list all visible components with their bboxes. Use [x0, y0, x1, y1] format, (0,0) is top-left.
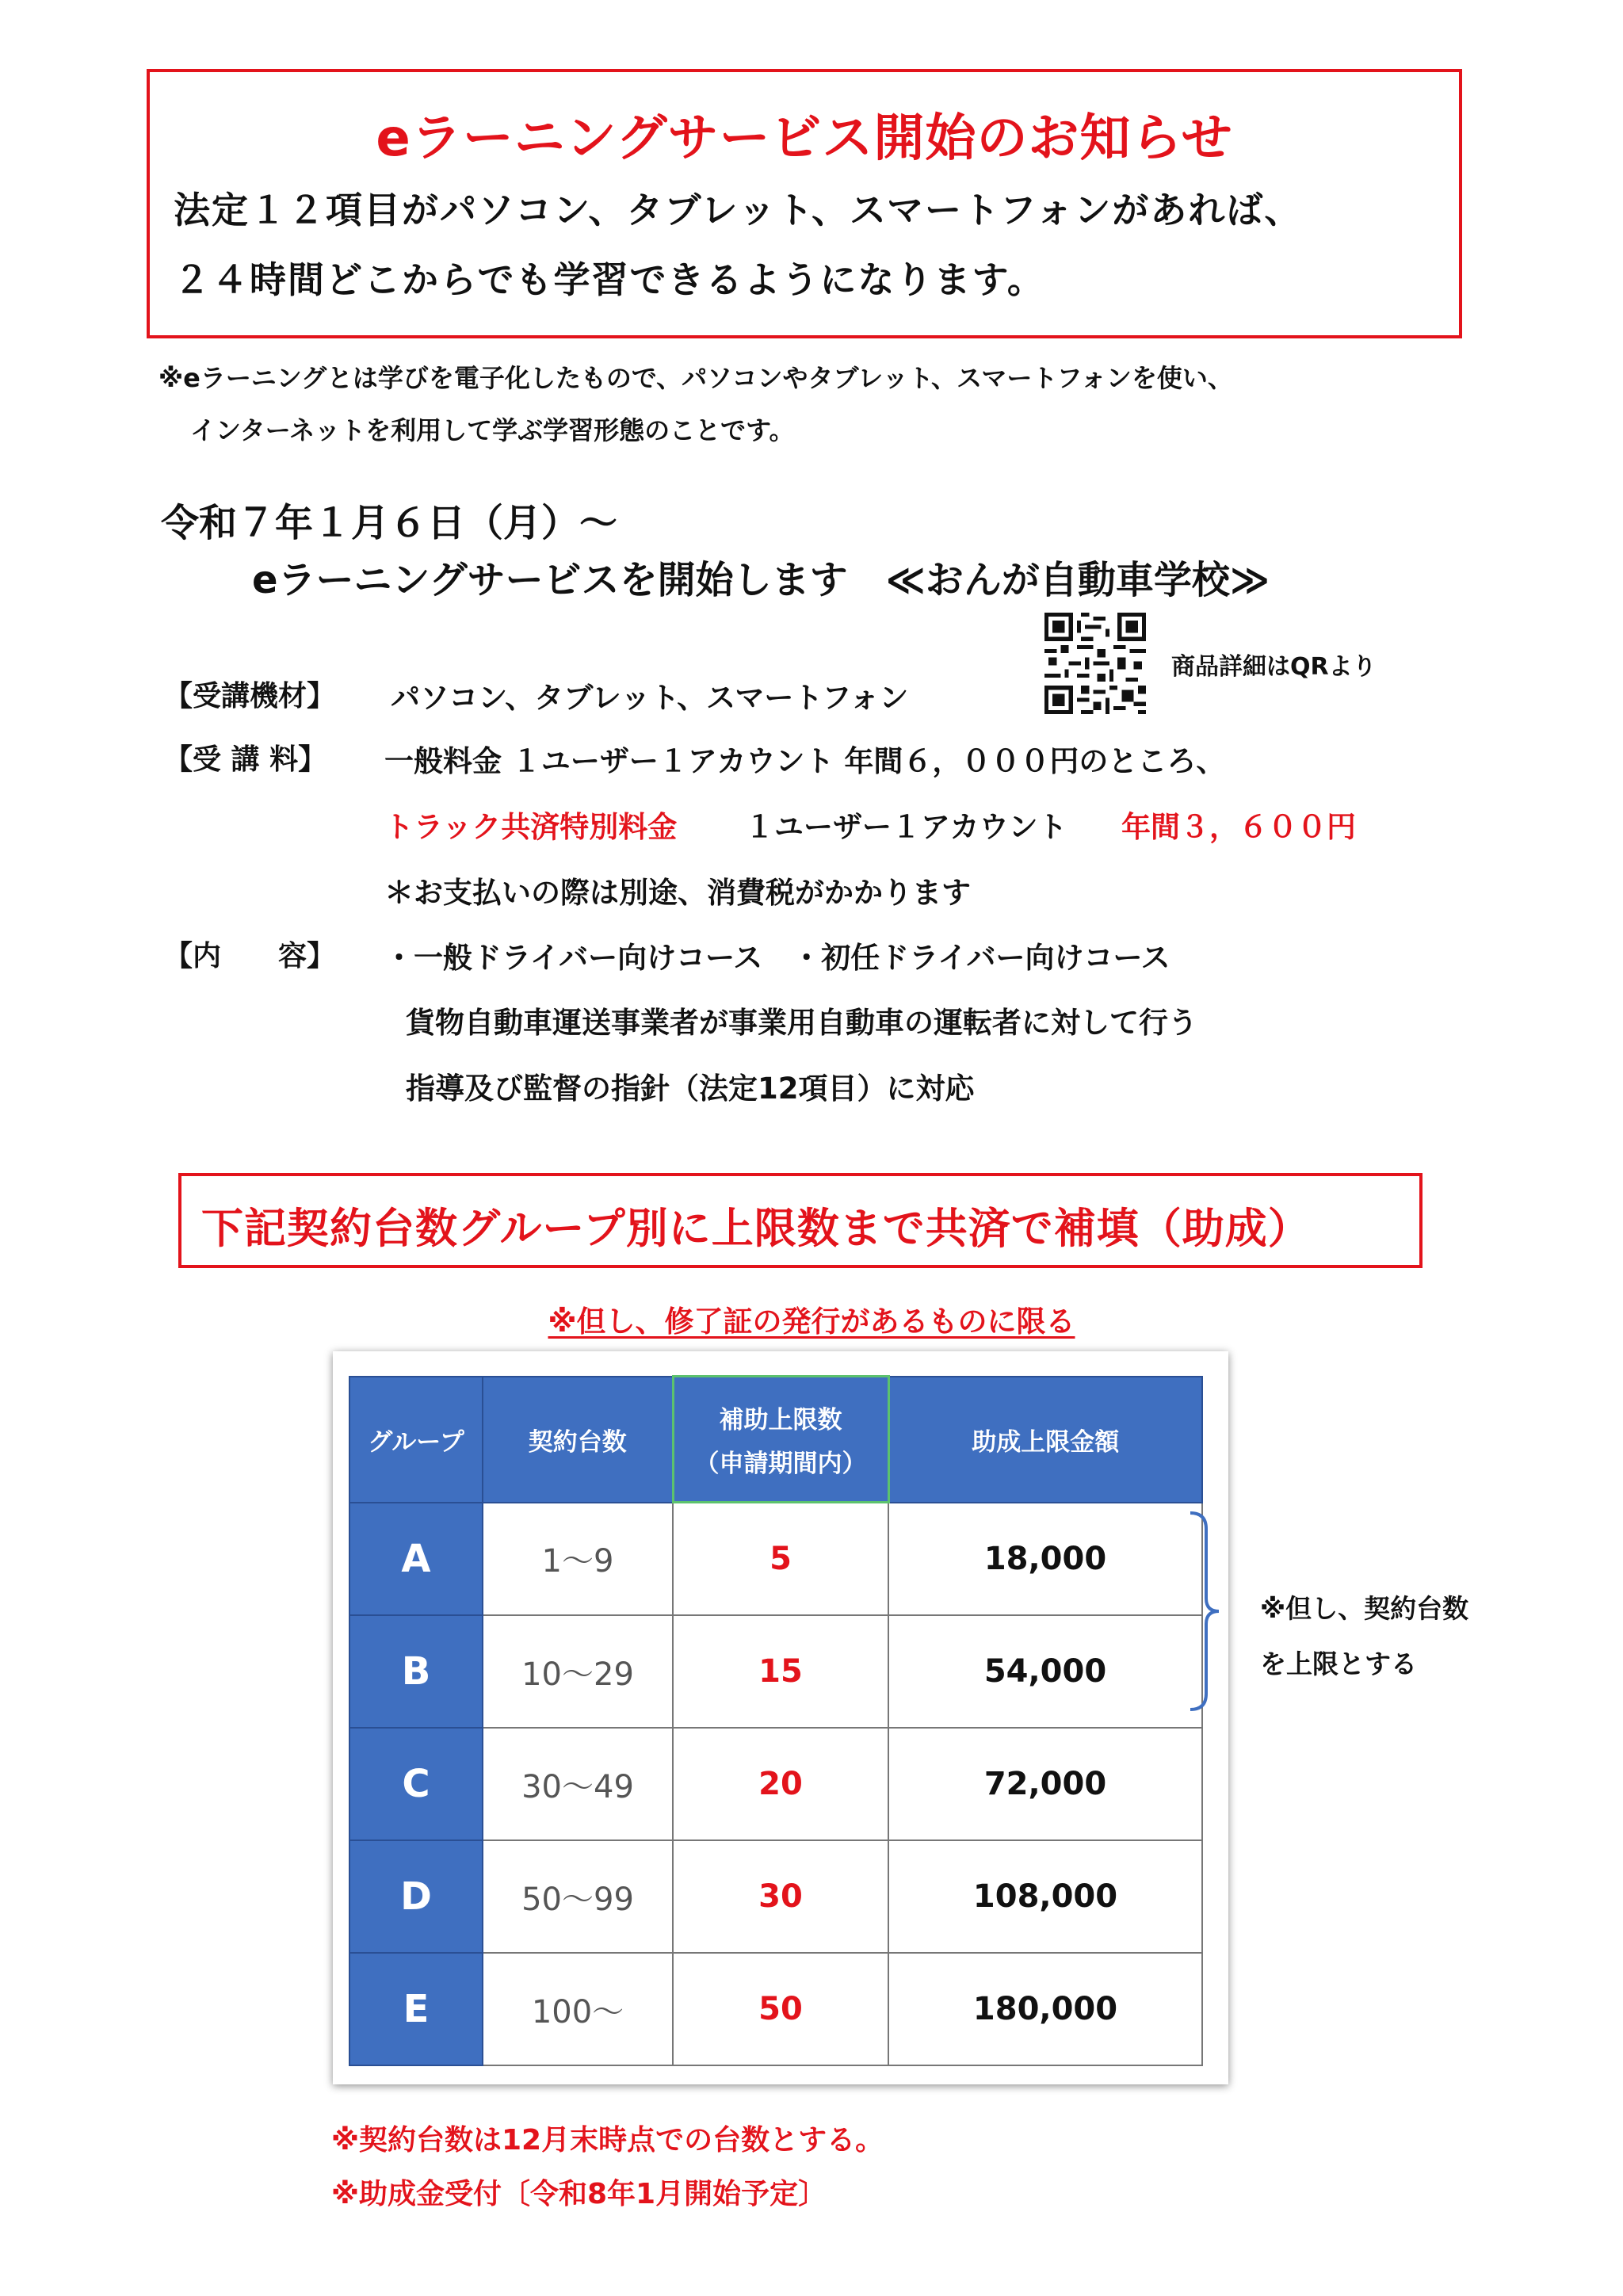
- definition-note-line-2: インターネットを利用して学ぶ学習形態のことです。: [190, 415, 795, 445]
- row-group: D: [349, 1840, 483, 1953]
- table-header-row: [349, 1377, 1202, 1503]
- subsidy-table-frame: [333, 1351, 1228, 2084]
- table-row: [349, 1503, 1202, 1616]
- qr-caption: 商品詳細はQRより: [1171, 653, 1377, 681]
- fee-label: 【受 講 料】: [164, 743, 327, 776]
- header-subsidy-limit-line-2: （申請期間内）: [694, 1450, 867, 1478]
- header-contract-count: 契約台数: [483, 1377, 673, 1503]
- equipment-value: パソコン、タブレット、スマートフォン: [391, 681, 909, 715]
- row-group: E: [349, 1953, 483, 2065]
- footnote-1: ※契約台数は12月末時点での台数とする。: [331, 2124, 884, 2157]
- row-group: B: [349, 1615, 483, 1728]
- row-amount: 72,000: [888, 1728, 1202, 1840]
- row-amount: 108,000: [888, 1840, 1202, 1953]
- announcement-title: eラーニングサービス開始のお知らせ: [376, 109, 1233, 168]
- fee-special-label: トラック共済特別料金: [384, 810, 678, 844]
- side-note-line-1: ※但し、契約台数: [1260, 1593, 1469, 1624]
- announcement-line-1: 法定１２項目がパソコン、タブレット、スマートフォンがあれば、: [174, 189, 1303, 231]
- row-count: 10～29: [483, 1615, 673, 1728]
- table-row: [349, 1615, 1202, 1728]
- fee-special-price: 年間３，６００円: [1121, 810, 1356, 844]
- row-limit: 5: [673, 1503, 888, 1616]
- header-subsidy-limit-line-1: 補助上限数: [719, 1406, 842, 1435]
- right-bracket-icon: [1189, 1511, 1220, 1711]
- fee-special-account: １ユーザー１アカウント: [745, 810, 1067, 844]
- subsidy-heading: 下記契約台数グループ別に上限数まで共済で補填（助成）: [201, 1205, 1311, 1253]
- side-note-line-2: を上限とする: [1260, 1648, 1417, 1679]
- row-count: 1～9: [483, 1503, 673, 1616]
- content-line-3: 指導及び監督の指針（法定12項目）に対応: [406, 1072, 975, 1106]
- row-count: 30～49: [483, 1728, 673, 1840]
- content-courses: ・一般ドライバー向けコース ・初任ドライバー向けコース: [384, 941, 1170, 975]
- table-row: [349, 1728, 1202, 1840]
- start-date: 令和７年１月６日（月）～: [161, 501, 618, 545]
- content-label: 【内 容】: [164, 940, 336, 972]
- header-subsidy-limit: [673, 1377, 888, 1503]
- equipment-label: 【受講機材】: [164, 680, 336, 712]
- announcement-line-2: ２４時間どこからでも学習できるようになります。: [174, 258, 1045, 301]
- table-row: [349, 1840, 1202, 1953]
- subsidy-heading-box: [178, 1173, 1423, 1268]
- announcement-box: [147, 69, 1462, 338]
- subsidy-table: [349, 1375, 1203, 2066]
- table-row: [349, 1953, 1202, 2065]
- row-group: A: [349, 1503, 483, 1616]
- row-count: 50～99: [483, 1840, 673, 1953]
- header-max-amount: 助成上限金額: [888, 1377, 1202, 1503]
- row-limit: 30: [673, 1840, 888, 1953]
- header-group: グループ: [349, 1377, 483, 1503]
- row-limit: 50: [673, 1953, 888, 2065]
- qr-code[interactable]: [1044, 613, 1146, 714]
- row-limit: 20: [673, 1728, 888, 1840]
- row-amount: 54,000: [888, 1615, 1202, 1728]
- fee-tax-note: ＊お支払いの際は別途、消費税がかかります: [384, 876, 971, 910]
- row-amount: 18,000: [888, 1503, 1202, 1616]
- service-start-line: eラーニングサービスを開始します ≪おんが自動車学校≫: [252, 558, 1270, 602]
- row-group: C: [349, 1728, 483, 1840]
- content-line-2: 貨物自動車運送事業者が事業用自動車の運転者に対して行う: [406, 1006, 1197, 1040]
- row-amount: 180,000: [888, 1953, 1202, 2065]
- fee-general: 一般料金 １ユーザー１アカウント 年間６，０００円のところ、: [384, 744, 1226, 778]
- row-count: 100～: [483, 1953, 673, 2065]
- subsidy-condition: ※但し、修了証の発行があるものに限る: [548, 1305, 1075, 1339]
- definition-note-line-1: ※eラーニングとは学びを電子化したもので、パソコンやタブレット、スマートフォンを使い、: [158, 363, 1233, 393]
- footnote-2: ※助成金受付〔令和8年1月開始予定〕: [331, 2178, 827, 2210]
- row-limit: 15: [673, 1615, 888, 1728]
